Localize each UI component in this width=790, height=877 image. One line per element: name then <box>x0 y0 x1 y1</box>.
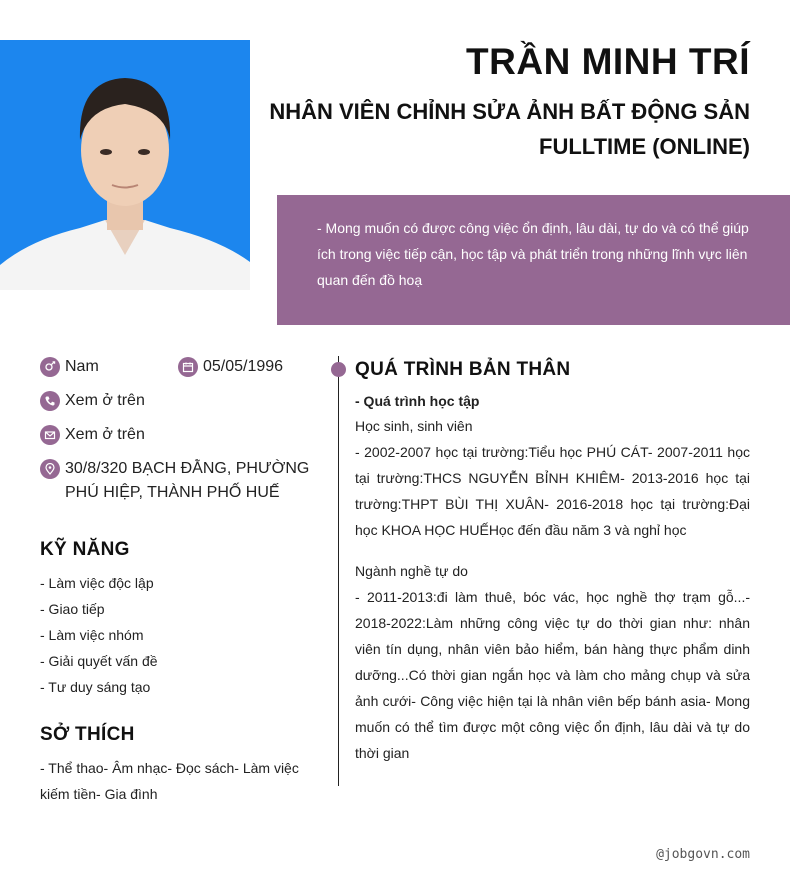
location-pin-icon <box>40 459 60 479</box>
watermark: @jobgovn.com <box>656 847 750 862</box>
history-heading: QUÁ TRÌNH BẢN THÂN <box>355 359 571 380</box>
calendar-icon <box>178 357 198 377</box>
phone-icon <box>40 391 60 411</box>
skill-item: - Làm việc độc lập <box>40 575 154 591</box>
candidate-name: TRẦN MINH TRÍ <box>466 41 750 82</box>
phone-row <box>40 389 145 413</box>
profile-photo <box>0 40 250 290</box>
work-role: Ngành nghề tự do <box>355 563 468 579</box>
portrait-illustration <box>0 40 250 290</box>
gender-icon <box>40 357 60 377</box>
hobbies-heading: SỞ THÍCH <box>40 724 135 745</box>
gender-value: Nam <box>65 358 99 375</box>
birthdate-row <box>178 355 283 379</box>
hobbies-text: - Thể thao- Âm nhạc- Đọc sách- Làm việc kiếm tiền- Gia đình <box>40 760 299 802</box>
email-value: Xem ở trên <box>65 426 145 443</box>
job-title-line-1: NHÂN VIÊN CHỈNH SỬA ẢNH BẤT ĐỘNG SẢN <box>269 99 750 124</box>
address-row <box>40 457 310 505</box>
skill-item: - Giải quyết vấn đề <box>40 653 158 669</box>
email-row <box>40 423 145 447</box>
education-role: Học sinh, sinh viên <box>355 418 473 434</box>
timeline-dot <box>331 362 346 377</box>
skill-item: - Giao tiếp <box>40 601 105 617</box>
skill-item: - Tư duy sáng tạo <box>40 679 151 695</box>
education-text: - 2002-2007 học tại trường:Tiểu học PHÚ CÁT- 2007-2011 học tại trường:THCS NGUYỄN BỈNH KHIÊM- 2013-2016 học tại trường:THPT BÙI THỊ XUÂN- 2016-2018 học tại trường:Đại học KHOA HỌC HUẾHọc đến đầu năm 3 và nghỉ học <box>355 444 750 538</box>
timeline-line <box>338 356 339 786</box>
career-objective-text: - Mong muốn có được công việc ổn định, lâu dài, tự do và có thể giúp ích trong việc tiếp cận, học tập và phát triển trong những lĩnh vực liên quan đến đồ hoạ <box>317 220 749 288</box>
education-heading: - Quá trình học tập <box>355 393 480 409</box>
job-title <box>260 94 750 164</box>
phone-value: Xem ở trên <box>65 392 145 409</box>
skills-heading: KỸ NĂNG <box>40 539 130 560</box>
gender-row <box>40 355 99 379</box>
mail-icon <box>40 425 60 445</box>
birthdate-value: 05/05/1996 <box>203 358 284 375</box>
job-title-line-2: FULLTIME (ONLINE) <box>539 134 750 159</box>
address-value: 30/8/320 BẠCH ĐẰNG, PHƯỜNG PHÚ HIỆP, THÀNH PHỐ HUẾ <box>65 460 310 501</box>
work-text: - 2011-2013:đi làm thuê, bóc vác, học nghề thợ trạm gỗ...- 2018-2022:Làm những công việc tự do thời gian như: nhân viên tín dụng, nhân viên bảo hiểm, bán hàng thực phẩm dinh dưỡng...Có thời gian ngắn học và làm cho mảng chụp và sửa ảnh cưới- Công việc hiện tại là nhân viên bếp bánh asia- Mong muốn có thể tìm được một công việc ổn định, lâu dài và tự do thời gian <box>355 589 750 761</box>
skill-item: - Làm việc nhóm <box>40 627 144 643</box>
career-objective-box <box>277 195 790 325</box>
